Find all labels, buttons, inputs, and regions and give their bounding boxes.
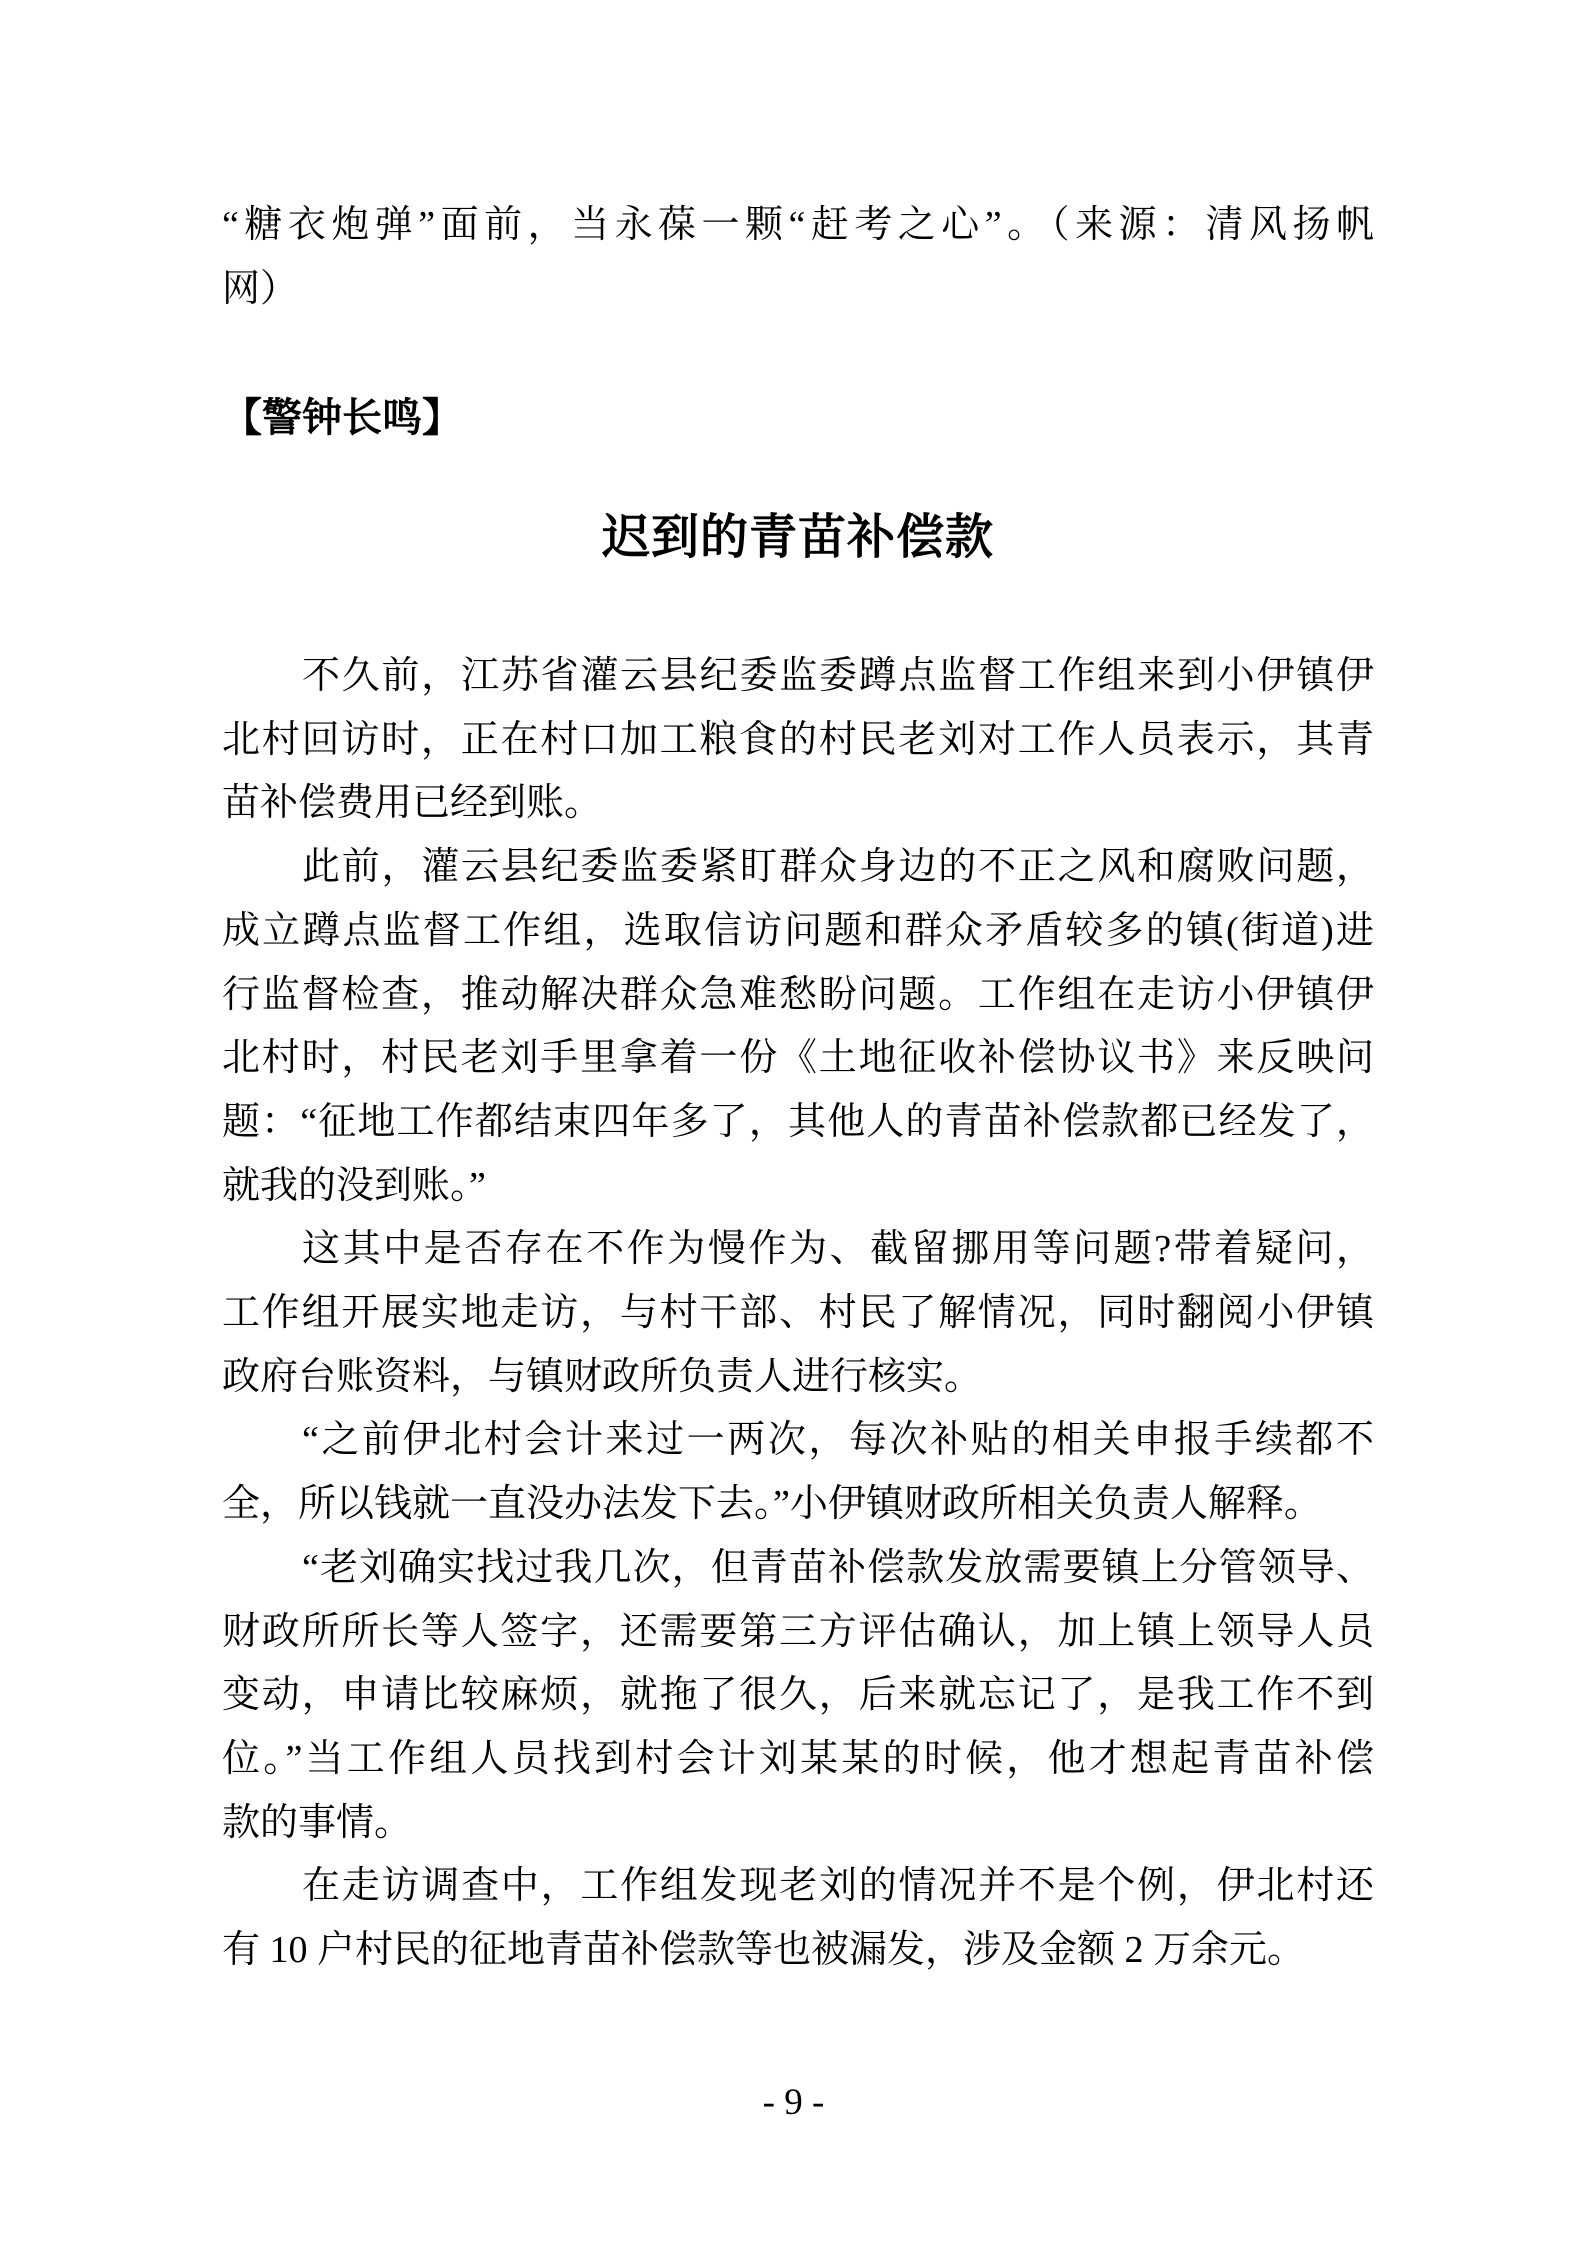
text-line: 全，所以钱就一直没办法发下去。”小伊镇财政所相关负责人解释。 [222,1483,1322,1526]
text-line: 行监督检查，推动解决群众急难愁盼问题。工作组在走访小伊镇伊 [222,973,1374,1016]
article-title: 迟到的青苗补偿款 [601,511,994,564]
text-line: 此前，灌云县纪委监委紧盯群众身边的不正之风和腐败问题， [302,846,1374,889]
text-line: 成立蹲点监督工作组，选取信访问题和群众矛盾较多的镇(街道)进 [222,909,1374,952]
text-line: “糖衣炮弹”面前，当永葆一颗“赶考之心”。（来源：清风扬帆 [222,204,1374,246]
page-number: - 9 - [762,2082,825,2123]
text-line: “老刘确实找过我几次，但青苗补偿款发放需要镇上分管领导、 [302,1546,1374,1589]
text-line: 题：“征地工作都结束四年多了，其他人的青苗补偿款都已经发了， [222,1100,1374,1143]
text-line: 位。”当工作组人员找到村会计刘某某的时候，他才想起青苗补偿 [222,1737,1374,1780]
text-line: 财政所所长等人签字，还需要第三方评估确认，加上镇上领导人员 [222,1610,1374,1653]
text-line: 款的事情。 [222,1801,413,1844]
text-line: 这其中是否存在不作为慢作为、截留挪用等问题?带着疑问， [302,1228,1374,1271]
text-line: 不久前，江苏省灌云县纪委监委蹲点监督工作组来到小伊镇伊 [302,655,1374,697]
text-line: 变动，申请比较麻烦，就拖了很久，后来就忘记了，是我工作不到 [222,1674,1374,1717]
text-line: 工作组开展实地走访，与村干部、村民了解情况，同时翻阅小伊镇 [222,1292,1374,1335]
text-line: 在走访调查中，工作组发现老刘的情况并不是个例，伊北村还 [302,1865,1374,1908]
text-line: 苗补偿费用已经到账。 [222,782,603,825]
text-line: 北村时，村民老刘手里拿着一份《土地征收补偿协议书》来反映问 [222,1037,1374,1080]
article-body [222,645,1374,1983]
text-line: 有 10 户村民的征地青苗补偿款等也被漏发，涉及金额 2 万余元。 [222,1929,1306,1972]
text-line: 政府台账资料，与镇财政所负责人进行核实。 [222,1355,983,1398]
continuation-paragraph [222,194,1374,321]
text-line: 网） [222,267,299,310]
text-line: “之前伊北村会计来过一两次，每次补贴的相关申报手续都不 [302,1419,1374,1462]
section-header: 【警钟长鸣】 [222,395,462,440]
text-line: 北村回访时，正在村口加工粮食的村民老刘对工作人员表示，其青 [222,718,1374,761]
text-line: 就我的没到账。” [222,1164,486,1207]
